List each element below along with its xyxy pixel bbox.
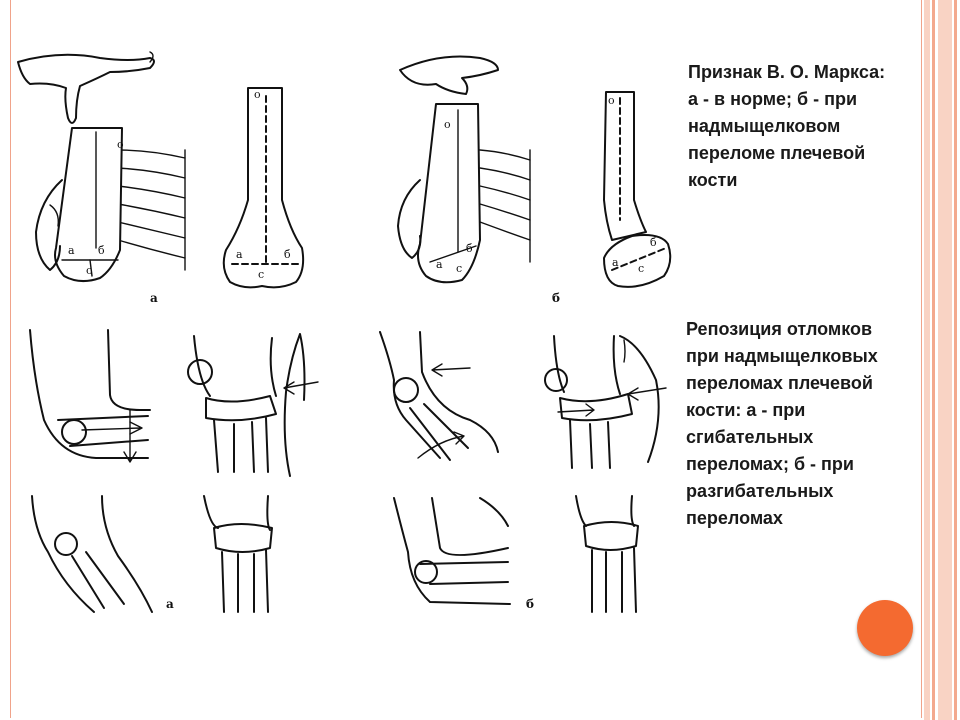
illustration-extension-elbow-side bbox=[380, 332, 498, 460]
marker-c: с bbox=[638, 262, 645, 275]
panel-label-a: а bbox=[150, 291, 158, 305]
illustration-humerus-normal bbox=[224, 88, 303, 287]
caption-line: сгибательных bbox=[686, 427, 814, 447]
panel-label-b: б bbox=[552, 291, 561, 305]
caption-line: кости bbox=[688, 170, 738, 190]
marker-c: с bbox=[86, 264, 93, 277]
marker-o: о bbox=[608, 94, 615, 107]
panel-label-b: б bbox=[526, 597, 535, 611]
marker-a: а bbox=[236, 248, 243, 261]
illustration-flexion-elbow-front bbox=[188, 334, 318, 476]
illustration-extension-result-front bbox=[576, 496, 638, 612]
caption-line: переломе плечевой bbox=[688, 143, 866, 163]
illustration-marx-normal-arm bbox=[18, 52, 185, 281]
illustration-marx-fracture-arm bbox=[398, 57, 530, 283]
caption-line: Репозиция отломков bbox=[686, 319, 873, 339]
caption-line: переломах; б - при bbox=[686, 454, 854, 474]
illustration-humerus-fracture bbox=[604, 92, 670, 287]
caption-line: надмыщелковом bbox=[688, 116, 841, 136]
illustration-flexion-result-front bbox=[204, 496, 272, 612]
marker-c: с bbox=[258, 268, 265, 281]
marker-b: б bbox=[98, 244, 105, 257]
caption-line: разгибательных bbox=[686, 481, 834, 501]
illustration-extension-elbow-front bbox=[545, 336, 666, 468]
caption-marx-sign bbox=[688, 59, 938, 194]
marker-o: о bbox=[117, 138, 124, 151]
marker-o: о bbox=[444, 118, 451, 131]
marker-b: б bbox=[650, 236, 657, 249]
caption-line: кости: а - при bbox=[686, 400, 806, 420]
caption-line: при надмыщелковых bbox=[686, 346, 878, 366]
marker-b: б bbox=[284, 248, 291, 261]
marker-o: о bbox=[254, 88, 261, 101]
marker-a: а bbox=[68, 244, 75, 257]
marker-c: с bbox=[456, 262, 463, 275]
caption-reposition bbox=[686, 316, 936, 532]
panel-label-a: а bbox=[166, 597, 174, 611]
marker-b: б bbox=[466, 242, 473, 255]
illustration-extension-result-side bbox=[394, 498, 510, 604]
caption-line: а - в норме; б - при bbox=[688, 89, 858, 109]
decorative-orange-circle bbox=[857, 600, 913, 656]
caption-line: переломах bbox=[686, 508, 783, 528]
marker-a: а bbox=[436, 258, 443, 271]
marker-a: а bbox=[612, 256, 619, 269]
illustration-flexion-elbow-side bbox=[30, 330, 150, 462]
illustration-flexion-result-side bbox=[32, 496, 152, 612]
caption-line: Признак В. О. Маркса: bbox=[688, 62, 886, 82]
caption-line: переломах плечевой bbox=[686, 373, 873, 393]
